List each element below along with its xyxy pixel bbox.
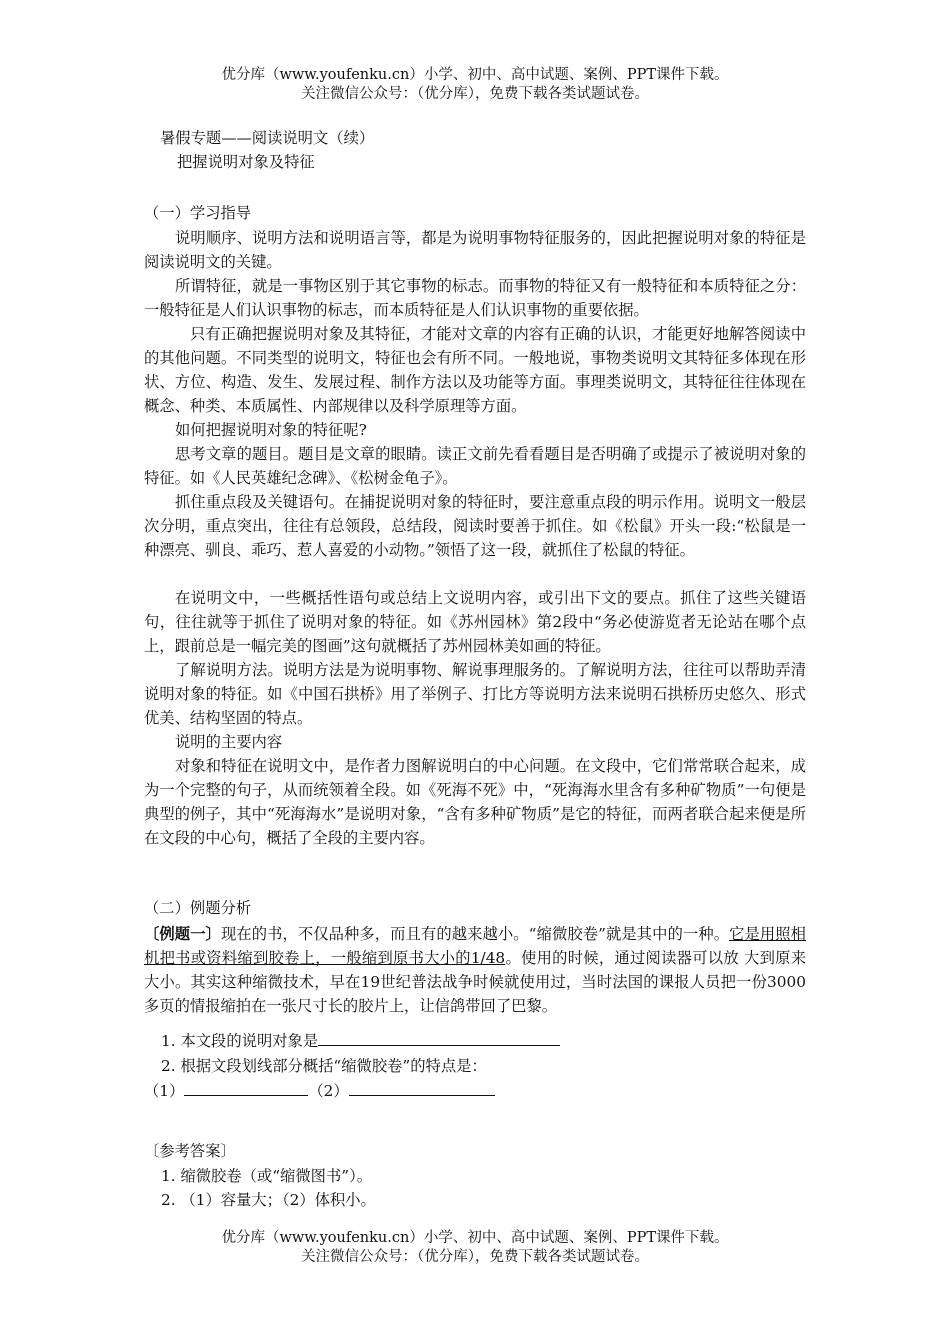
example-label: 〔例题一〕 <box>144 925 221 943</box>
question-2: 2. 根据文段划线部分概括“缩微胶卷”的特点是： <box>161 1057 487 1075</box>
paragraph-1: 说明顺序、说明方法和说明语言等，都是为说明事物特征服务的，因此把握说明对象的特征是阅读说明文的关键。 <box>144 229 806 271</box>
header-line-2: 关注微信公众号：（优分库），免费下载各类试题试卷。 <box>301 86 649 102</box>
paragraph-5: 抓住重点段及关键语句。在捕捉说明对象的特征时，要注意重点段的明示作用。说明文一般层次分明，重点突出，往往有总领段，总结段，阅读时要善于抓住。如《松鼠》开头一段:“松鼠是一种漂亮、驯良、乖巧、惹人喜爱的小动物。”领悟了这一段，就抓住了松鼠的特征。 <box>144 493 806 559</box>
answer-1: 1. 缩微胶卷（或“缩微图书”）。 <box>161 1167 373 1185</box>
blank-label-2: （2） <box>308 1082 349 1100</box>
page-header <box>0 66 950 104</box>
paragraph-2: 所谓特征，就是一事物区别于其它事物的标志。而事物的特征又有一般特征和本质特征之分：一般特征是人们认识事物的标志，而本质特征是人们认识事物的重要依据。 <box>144 277 806 319</box>
answers-heading: 〔参考答案〕 <box>144 1142 236 1160</box>
document-title: 暑假专题——阅读说明文（续） <box>160 129 375 147</box>
example-text-1: 现在的书，不仅品种多，而且有的越来越小。“缩微胶卷”就是其中的一种。 <box>220 925 730 943</box>
answer-2: 2. （1）容量大；（2）体积小。 <box>161 1191 376 1209</box>
footer-line-1: 优分库（www.youfenku.cn）小学、初中、高中试题、案例、PPT课件下载。 <box>221 1230 729 1246</box>
question-1 <box>161 1031 560 1051</box>
sub-heading-main-content: 说明的主要内容 <box>175 733 283 751</box>
paragraph-4: 思考文章的题目。题目是文章的眼睛。读正文前先看看题目是否明确了或提示了被说明对象的特征。如《人民英雄纪念碑》、《松树金龟子》。 <box>144 445 806 487</box>
answer-blank-1[interactable] <box>318 1031 560 1046</box>
example-paragraph <box>144 922 806 1018</box>
question-1-text: 1. 本文段的说明对象是 <box>161 1032 319 1050</box>
section-2-heading: （二）例题分析 <box>144 899 252 917</box>
footer-line-2: 关注微信公众号：（优分库），免费下载各类试题试卷。 <box>301 1249 649 1265</box>
example-text-2: 。使用的时候，通过阅读器可以放 大到原来大小。其实这种缩微技术，早在19世纪普法战争时候就使用过，当时法国的课报人员把一份3000多页的情报缩拍在一张尺寸长的胶片上，让信鸽带回了巴黎。 <box>144 949 806 1015</box>
question-2-blanks <box>144 1081 495 1101</box>
page-footer <box>0 1229 950 1267</box>
document-subtitle: 把握说明对象及特征 <box>177 153 315 171</box>
header-line-1: 优分库（www.youfenku.cn）小学、初中、高中试题、案例、PPT课件下载。 <box>221 67 729 83</box>
answer-blank-2b[interactable] <box>349 1081 495 1096</box>
paragraph-6: 在说明文中，一些概括性语句或总结上文说明内容，或引出下文的要点。抓住了这些关键语句，往往就等于抓住了说明对象的特征。如《苏州园林》第2段中“务必使游览者无论站在哪个点上，跟前总是一幅完美的图画”这句就概括了苏州园林美如画的特征。 <box>144 589 806 655</box>
example-underlined-text: 它是用照相机把书或资料缩到胶卷上，一般缩到原书大小的1/48 <box>144 925 806 967</box>
paragraph-7: 了解说明方法。说明方法是为说明事物、解说事理服务的。了解说明方法，往往可以帮助弄清说明对象的特征。如《中国石拱桥》用了举例子、打比方等说明方法来说明石拱桥历史悠久、形式优美、结构坚固的特点。 <box>144 661 806 727</box>
question-line: 如何把握说明对象的特征呢? <box>175 421 367 439</box>
answer-blank-2a[interactable] <box>184 1081 308 1096</box>
blank-label-1: （1） <box>144 1082 185 1100</box>
paragraph-3: 只有正确把握说明对象及其特征，才能对文章的内容有正确的认识，才能更好地解答阅读中的其他问题。不同类型的说明文，特征也会有所不同。一般地说，事物类说明文其特征多体现在形状、方位、构造、发生、发展过程、制作方法以及功能等方面。事理类说明文，其特征往往体现在概念、种类、本质属性、内部规律以及科学原理等方面。 <box>144 325 806 415</box>
paragraph-8: 对象和特征在说明文中，是作者力图解说明白的中心问题。在文段中，它们常常联合起来，成为一个完整的句子，从而统领着全段。如《死海不死》中，“死海海水里含有多种矿物质”一句便是典型的例子，其中“死海海水”是说明对象，“含有多种矿物质”是它的特征，而两者联合起来便是所在文段的中心句，概括了全段的主要内容。 <box>144 757 806 847</box>
section-1-heading: （一）学习指导 <box>144 204 252 222</box>
